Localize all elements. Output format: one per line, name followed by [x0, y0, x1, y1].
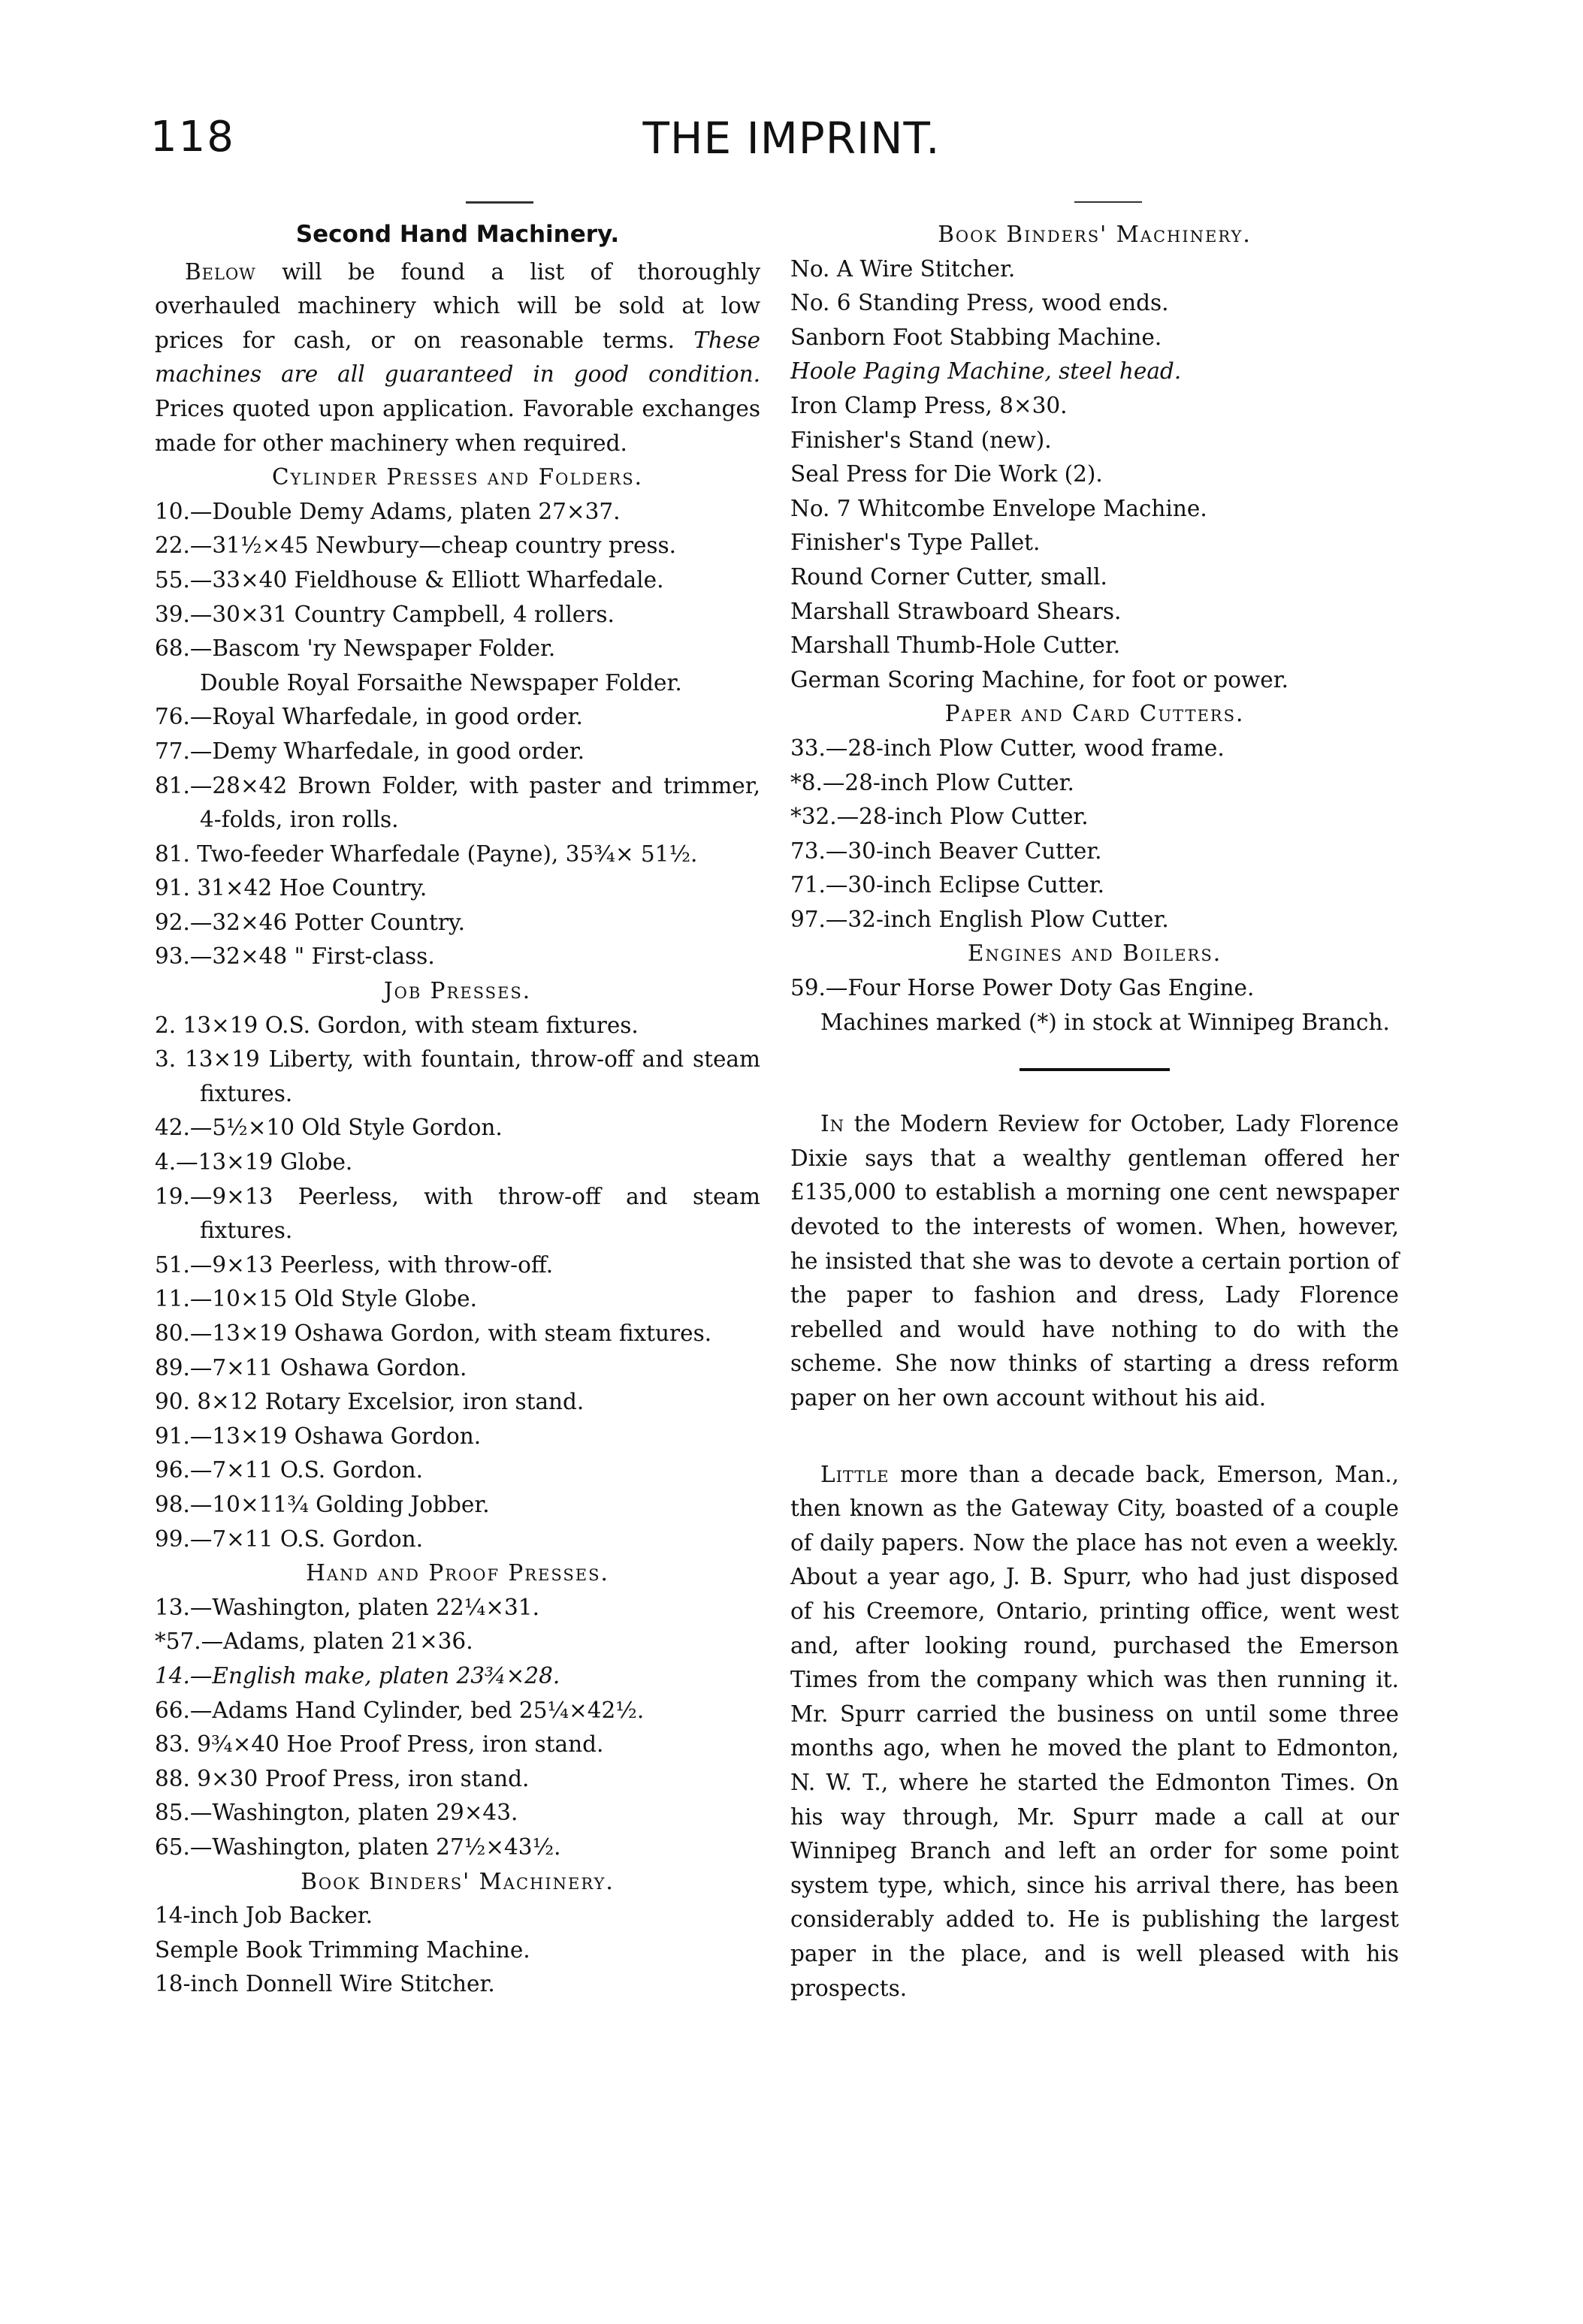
intro-guarantee: These machines are all guaranteed in good condition. [155, 327, 760, 388]
article-emerson [790, 1458, 1399, 2006]
list-item: 96.—7×11 O.S. Gordon. [155, 1457, 424, 1483]
cylinder-presses-heading: Cylinder Presses and Folders. [271, 464, 644, 490]
list-item: 39.—30×31 Country Campbell, 4 rollers. [155, 601, 615, 627]
list-item: 83. 9¾×40 Hoe Proof Press, iron stand. [155, 1731, 604, 1758]
list-item: 42.—5½×10 Old Style Gordon. [155, 1115, 503, 1141]
job-presses-heading: Job Presses. [383, 978, 532, 1004]
page-header [0, 113, 1583, 180]
left-column [155, 218, 760, 2002]
intro-lead: Below [185, 258, 256, 285]
list-item: 81. Two-feeder Wharfedale (Payne), 35¾× 51½. [155, 841, 698, 867]
list-item: 11.—10×15 Old Style Globe. [155, 1286, 477, 1312]
page-number: 118 [150, 113, 235, 161]
paper-card-cutters-heading: Paper and Card Cutters. [944, 701, 1245, 727]
list-item: 22.—31½×45 Newbury—cheap country press. [155, 533, 677, 559]
intro-text: will be found a list of thoroughly overhauled machinery which will be sold at low prices for cash, or on reasonable terms. [155, 258, 760, 353]
list-item: Double Royal Forsaithe Newspaper Folder. [200, 669, 682, 696]
list-item: 51.—9×13 Peerless, with throw-off. [155, 1251, 554, 1278]
list-item: Finisher's Type Pallet. [790, 530, 1041, 556]
spacer [790, 1416, 1399, 1458]
list-item: 68.—Bascom 'ry Newspaper Folder. [155, 635, 556, 662]
list-item: *57.—Adams, platen 21×36. [155, 1628, 473, 1655]
right-column [790, 218, 1399, 2006]
list-item: 81.—28×42 Brown Folder, with paster and trimmer, 4-folds, iron rolls. [155, 772, 760, 833]
list-item: 71.—30-inch Eclipse Cutter. [790, 872, 1105, 898]
intro-end: Prices quoted upon application. Favorable exchanges made for other machinery when required. [155, 395, 760, 456]
list-item: 76.—Royal Wharfedale, in good order. [155, 704, 583, 730]
list-item: German Scoring Machine, for foot or power. [790, 666, 1288, 693]
list-item: 91.—13×19 Oshawa Gordon. [155, 1423, 482, 1449]
list-item: 66.—Adams Hand Cylinder, bed 25¼×42½. [155, 1697, 645, 1723]
list-item: Iron Clamp Press, 8×30. [790, 392, 1068, 418]
list-item: *8.—28-inch Plow Cutter. [790, 769, 1074, 795]
list-item: Semple Book Trimming Machine. [155, 1936, 530, 1963]
list-item: 90. 8×12 Rotary Excelsior, iron stand. [155, 1389, 585, 1415]
list-item: No. 7 Whitcombe Envelope Machine. [790, 495, 1207, 521]
list-item: 2. 13×19 O.S. Gordon, with steam fixtures. [155, 1012, 639, 1038]
article-text: the Modern Review for October, Lady Florence Dixie says that a wealthy gentleman offered her £135,000 to establish a morning one cent newspaper devoted to the interests of women. When, however, he insisted that she was to devote a certain portion of the paper to fashion and dress, Lady Florence rebelled and would have nothing to do with the scheme. She now thinks of starting a dress reform paper on her own account without his aid. [790, 1111, 1399, 1411]
header-rule-left [466, 201, 533, 204]
list-item: 85.—Washington, platen 29×43. [155, 1800, 518, 1826]
page-title: THE IMPRINT. [642, 113, 941, 164]
list-item: 88. 9×30 Proof Press, iron stand. [155, 1765, 530, 1791]
section-title: Second Hand Machinery. [295, 221, 620, 248]
list-item: No. 6 Standing Press, wood ends. [790, 290, 1169, 316]
list-item: 10.—Double Demy Adams, platen 27×37. [155, 498, 621, 524]
list-item: 89.—7×11 Oshawa Gordon. [155, 1354, 467, 1381]
article-lady-florence [790, 1107, 1399, 1415]
list-item: 65.—Washington, platen 27½×43½. [155, 1834, 561, 1860]
list-item: 77.—Demy Wharfedale, in good order. [155, 738, 585, 764]
list-item: 92.—32×46 Potter Country. [155, 909, 466, 935]
article-lead: In [820, 1111, 845, 1137]
list-item: 18-inch Donnell Wire Stitcher. [155, 1971, 495, 1997]
list-item: Hoole Paging Machine, steel head. [790, 358, 1182, 385]
winnipeg-note: Machines marked (*) in stock at Winnipeg Branch. [820, 1009, 1390, 1035]
list-item: 14-inch Job Backer. [155, 1903, 373, 1929]
list-item: 93.—32×48 " First-class. [155, 943, 435, 970]
list-item: Marshall Strawboard Shears. [790, 598, 1122, 624]
engines-boilers-heading: Engines and Boilers. [967, 940, 1222, 967]
list-item: 91. 31×42 Hoe Country. [155, 875, 427, 901]
list-item: Finisher's Stand (new). [790, 427, 1052, 453]
list-item: 14.—English make, platen 23¾×28. [155, 1662, 560, 1689]
header-rule-right [1074, 201, 1142, 203]
list-item: 59.—Four Horse Power Doty Gas Engine. [790, 975, 1255, 1001]
intro-paragraph [155, 255, 760, 461]
book-binders-heading: Book Binders' Machinery. [301, 1868, 615, 1894]
list-item: 99.—7×11 O.S. Gordon. [155, 1526, 424, 1552]
section-divider [1020, 1068, 1170, 1071]
list-item: 97.—32-inch English Plow Cutter. [790, 906, 1169, 932]
list-item: 80.—13×19 Oshawa Gordon, with steam fixtures. [155, 1320, 712, 1346]
list-item: Round Corner Cutter, small. [790, 563, 1107, 590]
list-item: Marshall Thumb-Hole Cutter. [790, 632, 1121, 659]
list-item: *32.—28-inch Plow Cutter. [790, 804, 1089, 830]
list-item: Seal Press for Die Work (2). [790, 461, 1103, 487]
list-item: No. A Wire Stitcher. [790, 255, 1016, 282]
list-item: 73.—30-inch Beaver Cutter. [790, 838, 1102, 864]
list-item: 55.—33×40 Fieldhouse & Elliott Wharfedale. [155, 566, 664, 593]
list-item: 13.—Washington, platen 22¼×31. [155, 1594, 539, 1620]
article-text: more than a decade back, Emerson, Man., then known as the Gateway City, boasted of a couple of daily papers. Now the place has not even a weekly. About a year ago, J. B. Spurr, who had just disposed of his Creemore, Ontario, printing office, went west and, after looking round, purchased the Emerson Times from the company which was then running it. Mr. Spurr carried the business on until some three months ago, when he moved the plant to Edmonton, N. W. T., where he started the Edmonton Times. On his way through, Mr. Spurr made a call at our Winnipeg Branch and left an order for some point system type, which, since his arrival there, has been considerably added to. He is publishing the largest paper in the place, and is well pleased with his prospects. [790, 1461, 1399, 2001]
article-lead: Little [820, 1461, 890, 1487]
list-item: 19.—9×13 Peerless, with throw-off and steam fixtures. [155, 1183, 760, 1244]
list-item: Sanborn Foot Stabbing Machine. [790, 324, 1162, 350]
hand-proof-presses-heading: Hand and Proof Presses. [306, 1560, 609, 1586]
list-item: 3. 13×19 Liberty, with fountain, throw-off and steam fixtures. [155, 1046, 760, 1106]
list-item: 4.—13×19 Globe. [155, 1149, 353, 1176]
list-item: 98.—10×11¾ Golding Jobber. [155, 1491, 490, 1517]
list-item: 33.—28-inch Plow Cutter, wood frame. [790, 735, 1225, 761]
book-binders-heading-continued: Book Binders' Machinery. [938, 222, 1252, 247]
